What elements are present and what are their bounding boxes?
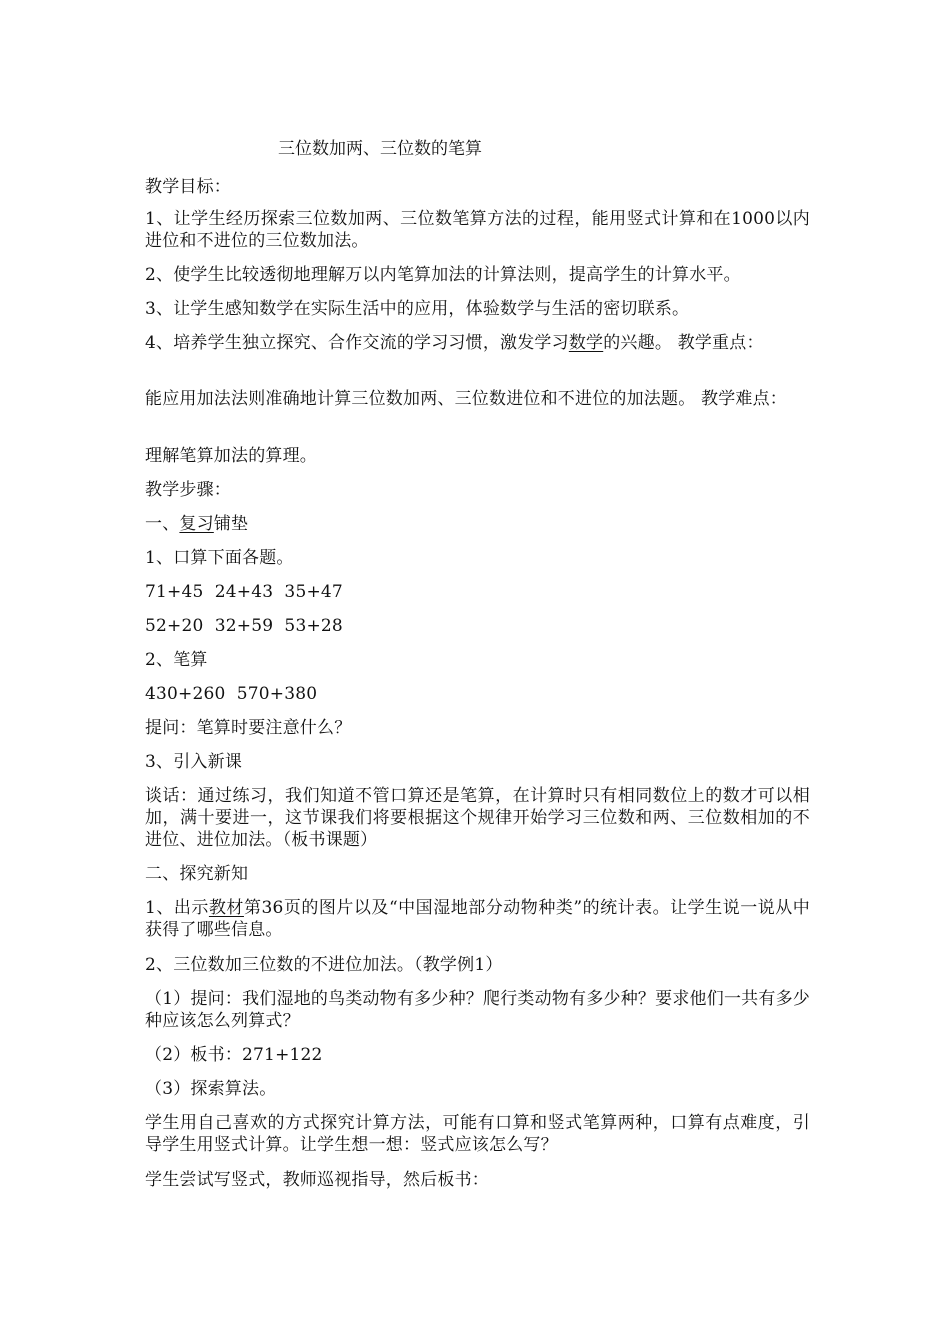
student-method-paragraph: 学生用自己喜欢的方式探究计算方法，可能有口算和竖式笔算两种，口算有点难度，引导学生用竖式计算。让学生想一想：竖式应该怎么写？ bbox=[145, 1113, 810, 1155]
student-attempt-paragraph: 学生尝试写竖式，教师巡视指导，然后板书： bbox=[145, 1170, 489, 1190]
written-calc-row: 430+260 570+380 bbox=[145, 684, 318, 704]
step-1-heading bbox=[145, 513, 810, 535]
sub-question-3: （3）探索算法。 bbox=[145, 1079, 277, 1099]
oral-calc-row-2: 52+20 32+59 53+28 bbox=[145, 616, 343, 636]
talk-paragraph: 谈话：通过练习，我们知道不管口算还是笔算，在计算时只有相同数位上的数才可以相加，满十要进一，这节课我们将要根据这个规律开始学习三位数和两、三位数相加的不进位、进位加法。（板书课题） bbox=[145, 786, 810, 850]
section-heading-steps: 教学步骤： bbox=[145, 480, 231, 500]
objective-4-pre: 4、培养学生独立探究、合作交流的学习习惯，激发学习 bbox=[145, 333, 569, 353]
sub-question-2: （2）板书：271+122 bbox=[145, 1045, 323, 1065]
question-attention: 提问：笔算时要注意什么？ bbox=[145, 718, 352, 738]
objective-4 bbox=[145, 332, 810, 354]
sub-question-1: （1）提问：我们湿地的鸟类动物有多少种？爬行类动物有多少种？要求他们一共有多少种应该怎么列算式？ bbox=[145, 989, 810, 1031]
document-page bbox=[145, 0, 810, 1344]
oral-calc-row-1: 71+45 24+43 35+47 bbox=[145, 582, 343, 602]
textbook-paragraph bbox=[145, 897, 810, 941]
link-textbook[interactable]: 教材 bbox=[208, 898, 244, 918]
key-points: 能应用加法法则准确地计算三位数加两、三位数进位和不进位的加法题。 教学难点： bbox=[145, 389, 788, 409]
example-1-heading: 2、三位数加三位数的不进位加法。（教学例1） bbox=[145, 955, 503, 975]
intro-new-lesson: 3、引入新课 bbox=[145, 752, 243, 772]
objective-2: 2、使学生比较透彻地理解万以内笔算加法的计算法则，提高学生的计算水平。 bbox=[145, 265, 741, 285]
step-2-heading: 二、探究新知 bbox=[145, 864, 249, 884]
objective-1: 1、让学生经历探索三位数加两、三位数笔算方法的过程，能用竖式计算和在1000以内进位和不进位的三位数加法。 bbox=[145, 209, 810, 251]
textbook-post: 第36页的图片以及“中国湿地部分动物种类”的统计表。让学生说一说从中获得了哪些信息。 bbox=[145, 898, 811, 940]
oral-calc-heading: 1、口算下面各题。 bbox=[145, 548, 294, 568]
objective-3: 3、让学生感知数学在实际生活中的应用，体验数学与生活的密切联系。 bbox=[145, 299, 690, 319]
textbook-pre: 1、出示 bbox=[145, 898, 209, 918]
section-heading-objectives: 教学目标： bbox=[145, 177, 231, 197]
objective-4-post: 的兴趣。 教学重点： bbox=[603, 333, 764, 353]
link-review[interactable]: 复习 bbox=[179, 514, 214, 534]
step-1-post: 铺垫 bbox=[213, 514, 249, 534]
document-title: 三位数加两、三位数的笔算 bbox=[278, 139, 482, 159]
written-calc-heading: 2、笔算 bbox=[145, 650, 208, 670]
link-math[interactable]: 数学 bbox=[568, 333, 604, 353]
difficulty: 理解笔算加法的算理。 bbox=[145, 446, 317, 466]
step-1-pre: 一、 bbox=[145, 514, 180, 534]
